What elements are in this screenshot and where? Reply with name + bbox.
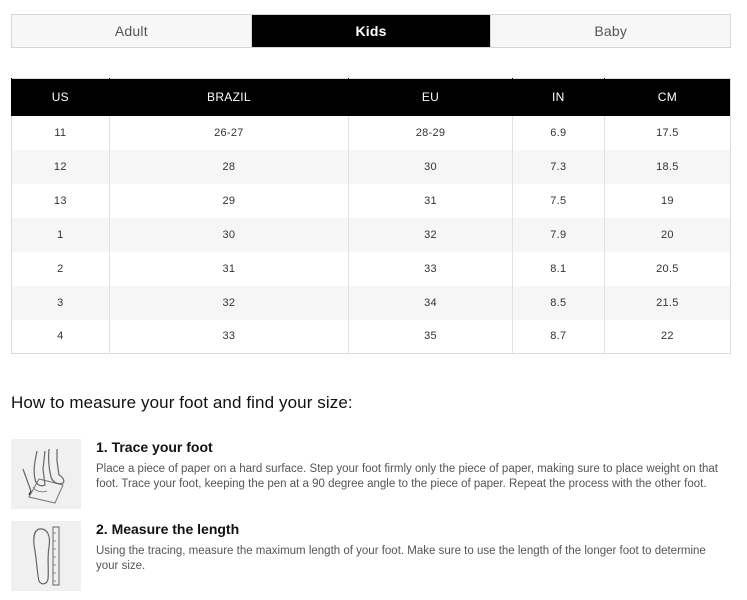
- table-cell: 29: [109, 184, 348, 218]
- table-cell: 26-27: [109, 116, 348, 150]
- table-cell: 8.5: [512, 286, 604, 320]
- table-row: [12, 286, 731, 320]
- table-cell: 33: [109, 320, 348, 354]
- table-cell: 31: [349, 184, 513, 218]
- table-cell: 31: [109, 252, 348, 286]
- column-header-brazil: BRAZIL: [109, 79, 348, 116]
- table-cell: 2: [57, 262, 64, 275]
- column-header-eu: EU: [349, 79, 513, 116]
- table-cell: 20.5: [604, 252, 730, 286]
- table-cell: 30: [349, 150, 513, 184]
- table-cell: 3: [12, 286, 110, 320]
- size-category-tabs: [11, 14, 731, 48]
- table-cell: 19: [604, 184, 730, 218]
- table-cell: 28-29: [349, 116, 513, 150]
- table-cell: 1: [12, 218, 110, 252]
- table-row: [12, 218, 731, 252]
- step-description: Place a piece of paper on a hard surface. Step your foot firmly only the piece of paper, making sure to place weight on that foot. Trace your foot, keeping the pen at a 90 degree angle to the piece of paper. Repeat the process with the other foot.: [96, 463, 719, 490]
- measure-length-icon: [11, 521, 81, 591]
- table-cell: 22: [604, 320, 730, 354]
- table-header-row: [12, 79, 731, 116]
- step-heading: 2. Measure the length: [96, 521, 240, 537]
- size-chart-table: [11, 78, 731, 354]
- column-header-cm: CM: [604, 79, 730, 116]
- table-cell: 7.9: [512, 218, 604, 252]
- table-cell: 8.7: [512, 320, 604, 354]
- table-cell: 28: [109, 150, 348, 184]
- tab-kids[interactable]: Kids: [252, 15, 492, 47]
- guide-step-trace: [11, 439, 731, 509]
- table-cell: 21.5: [604, 286, 730, 320]
- guide-step-measure: [11, 521, 731, 591]
- table-cell: 20: [604, 218, 730, 252]
- step-description: Using the tracing, measure the maximum length of your foot. Make sure to use the length of the longer foot to determine your size.: [96, 545, 706, 572]
- table-cell: 6.9: [512, 116, 604, 150]
- trace-foot-icon: [11, 439, 81, 509]
- table-cell: 18.5: [604, 150, 730, 184]
- table-cell: 8.1: [512, 252, 604, 286]
- table-cell: 13: [53, 194, 67, 207]
- column-header-in: IN: [512, 79, 604, 116]
- table-cell: 30: [109, 218, 348, 252]
- table-cell: 17.5: [604, 116, 730, 150]
- column-header-us: US: [12, 79, 110, 116]
- table-row: [12, 252, 731, 286]
- table-cell: 32: [349, 218, 513, 252]
- table-cell: 35: [349, 320, 513, 354]
- tab-baby[interactable]: Baby: [491, 15, 730, 47]
- table-row: [12, 320, 731, 354]
- table-row: [12, 116, 731, 150]
- table-cell: 4: [12, 320, 110, 354]
- measure-guide-title: How to measure your foot and find your size:: [11, 393, 353, 412]
- tab-adult[interactable]: Adult: [12, 15, 252, 47]
- table-row: [12, 150, 731, 184]
- step-heading: 1. Trace your foot: [96, 439, 213, 455]
- table-cell: 33: [349, 252, 513, 286]
- table-cell: 7.3: [512, 150, 604, 184]
- table-cell: 32: [109, 286, 348, 320]
- table-cell: 7.5: [512, 184, 604, 218]
- table-row: [12, 184, 731, 218]
- table-cell: 11: [54, 126, 67, 139]
- table-cell: 12: [12, 150, 110, 184]
- table-cell: 34: [349, 286, 513, 320]
